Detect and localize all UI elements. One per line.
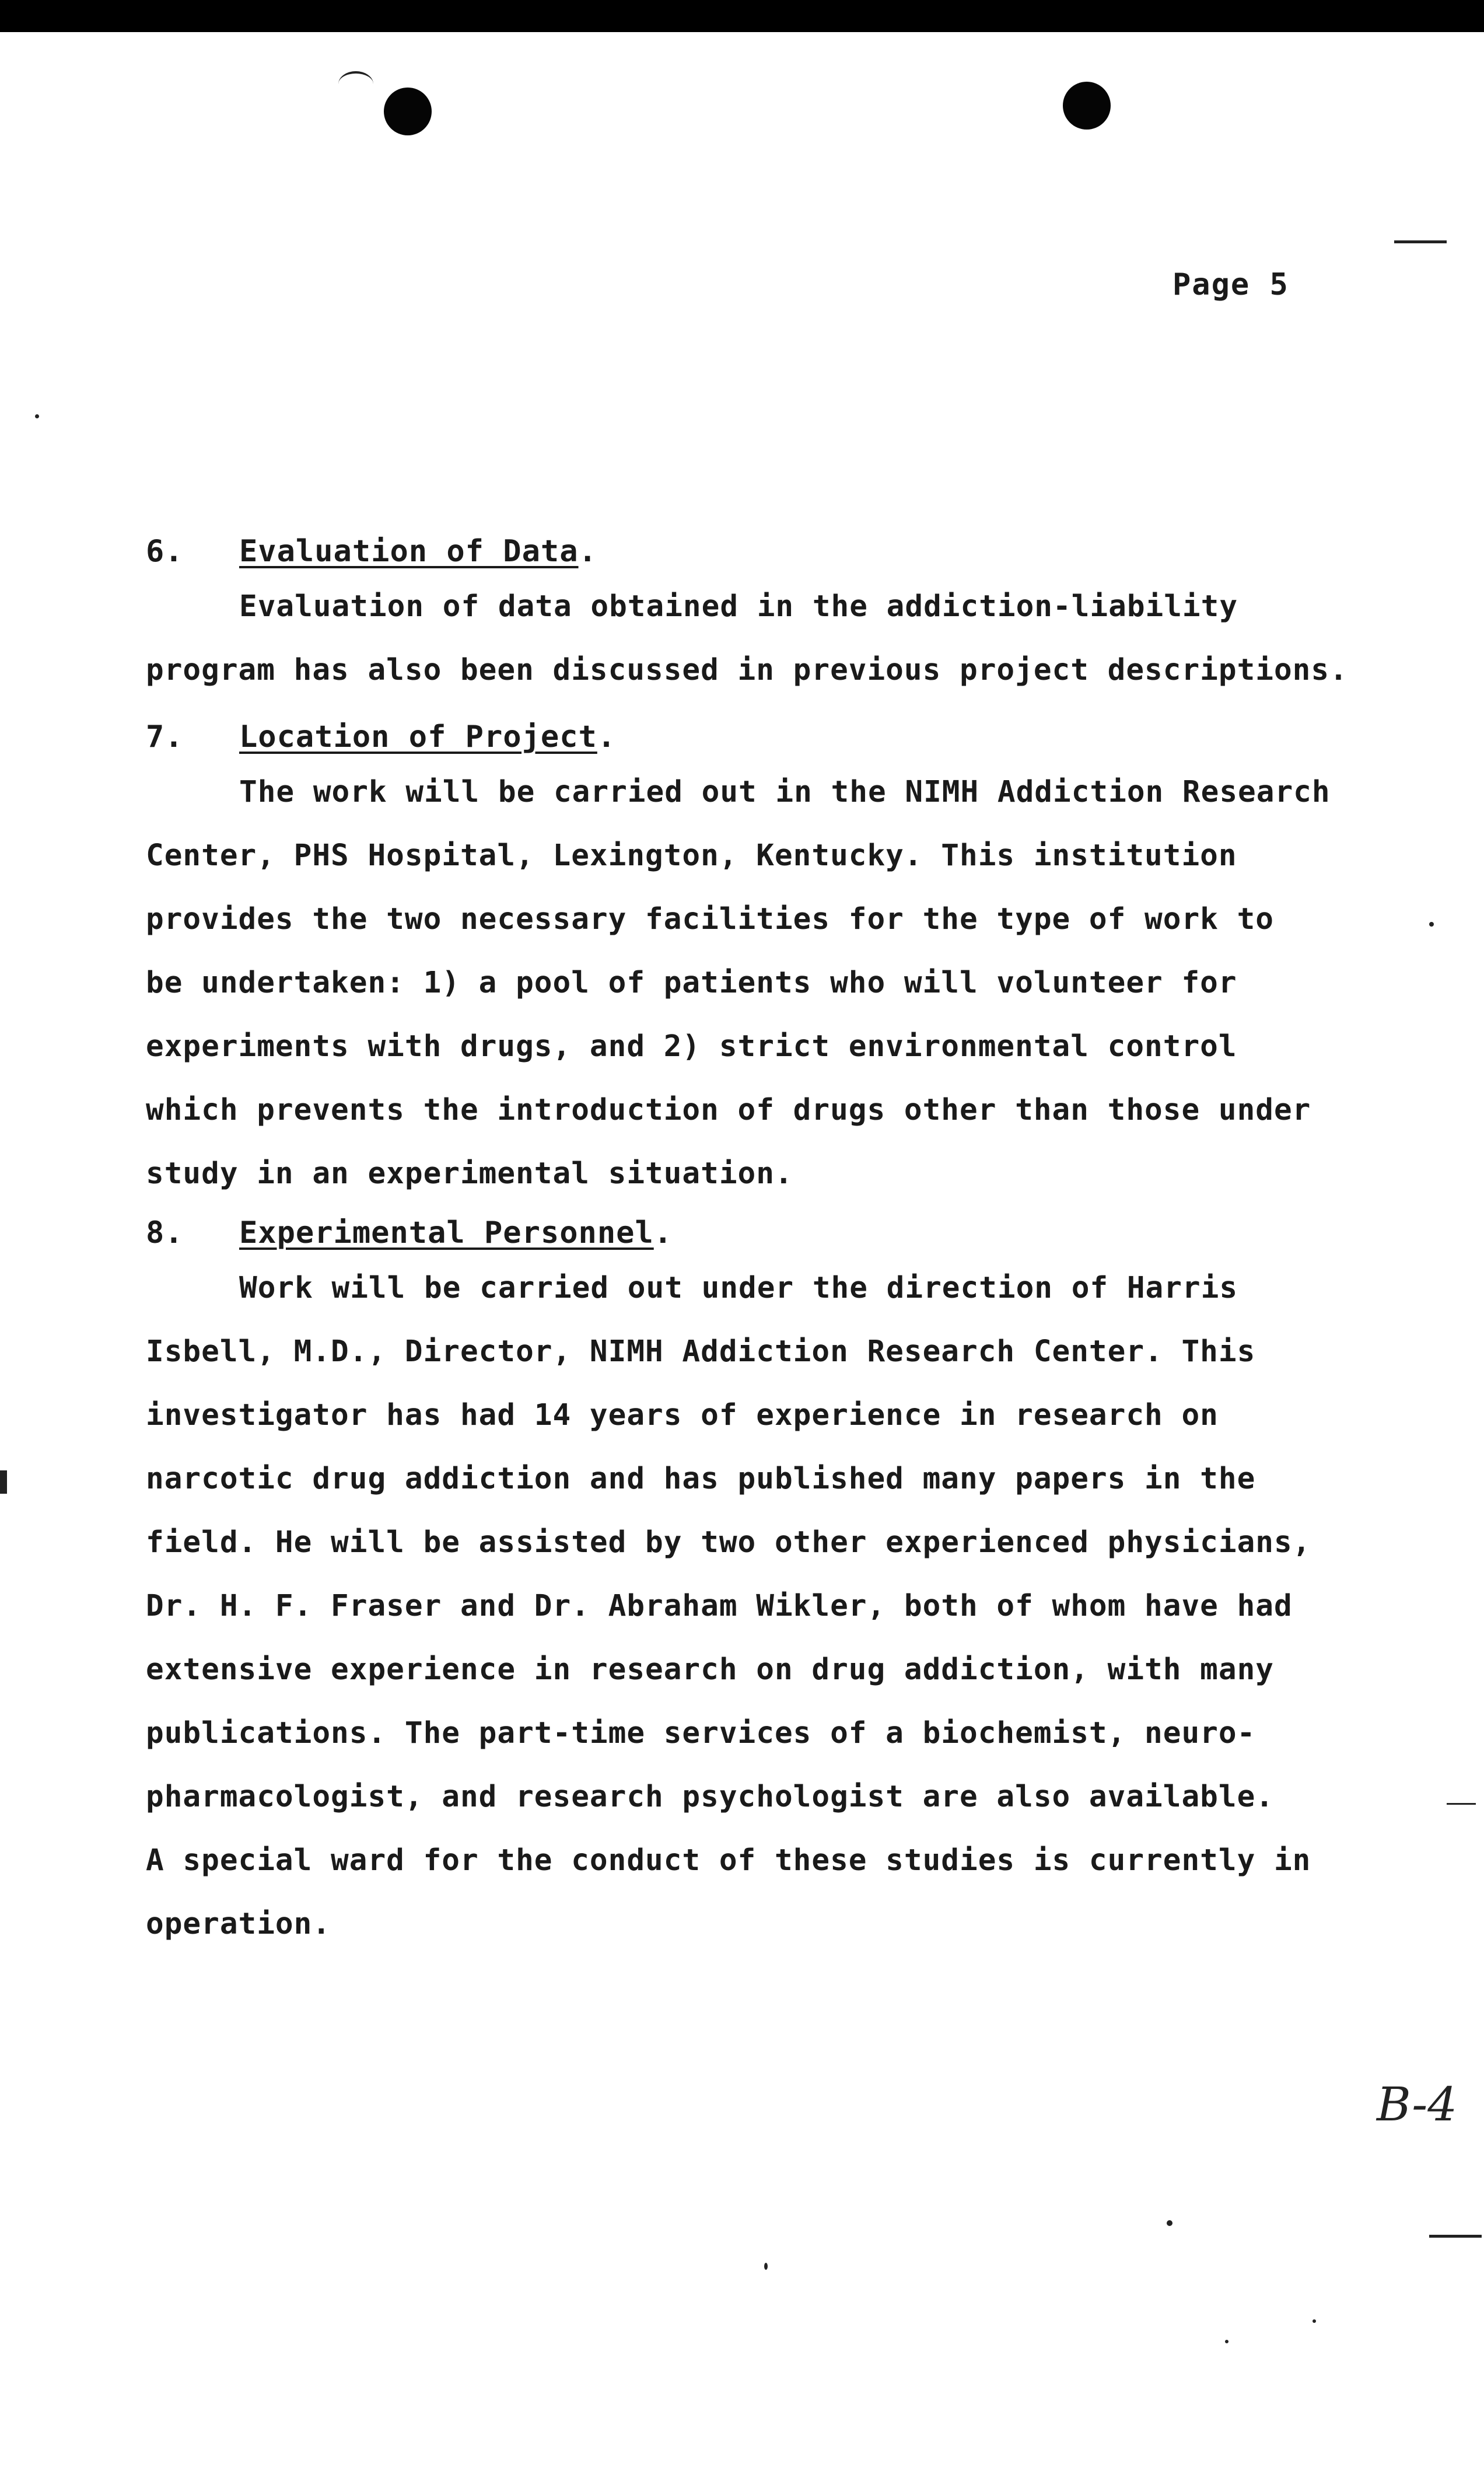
page-number: Page 5	[1172, 267, 1289, 302]
body-line: Dr. H. F. Fraser and Dr. Abraham Wikler, both of whom have had	[146, 1589, 1293, 1623]
section-number: 8.	[146, 1215, 184, 1250]
body-line: A special ward for the conduct of these studies is currently in	[146, 1843, 1311, 1878]
scan-dash-mark	[1394, 240, 1447, 243]
body-line: investigator has had 14 years of experience in research on	[146, 1398, 1219, 1432]
scan-arc-mark	[338, 71, 373, 97]
body-line: The work will be carried out in the NIMH Addiction Research	[239, 775, 1331, 809]
section-number: 7.	[146, 719, 184, 754]
binder-hole-left	[384, 88, 432, 135]
body-line: Center, PHS Hospital, Lexington, Kentucky. This institution	[146, 838, 1237, 873]
scan-dash-mark	[1429, 2235, 1482, 2238]
section-heading: 6. Evaluation of Data.	[146, 534, 597, 569]
binder-hole-right	[1063, 82, 1111, 130]
body-line: narcotic drug addiction and has published many papers in the	[146, 1462, 1256, 1496]
body-line: field. He will be assisted by two other experienced physicians,	[146, 1525, 1311, 1560]
section-body	[146, 575, 1400, 702]
scan-speck	[1429, 922, 1434, 927]
body-line: program has also been discussed in previous project descriptions.	[146, 653, 1348, 687]
section-experimental-personnel	[146, 1215, 1400, 1956]
body-line: publications. The part-time services of a biochemist, neuro-	[146, 1716, 1256, 1750]
section-evaluation-of-data	[146, 534, 1400, 702]
section-heading: 7. Location of Project.	[146, 719, 617, 754]
body-line: be undertaken: 1) a pool of patients who will volunteer for	[146, 966, 1237, 1000]
scan-speck	[35, 414, 39, 418]
body-line: which prevents the introduction of drugs other than those under	[146, 1093, 1311, 1127]
scan-speck	[1167, 2220, 1172, 2226]
body-line: experiments with drugs, and 2) strict environmental control	[146, 1029, 1237, 1064]
scan-top-border	[0, 0, 1484, 32]
scan-edge-mark	[0, 1470, 7, 1494]
section-title: Experimental Personnel	[239, 1215, 654, 1250]
scan-speck	[1312, 2319, 1316, 2323]
scan-speck	[764, 2263, 768, 2270]
body-line: extensive experience in research on drug addiction, with many	[146, 1652, 1274, 1687]
section-heading: 8. Experimental Personnel.	[146, 1215, 673, 1250]
body-line: provides the two necessary facilities for the type of work to	[146, 902, 1274, 937]
body-line: Work will be carried out under the direction of Harris	[239, 1271, 1238, 1305]
section-number: 6.	[146, 534, 184, 569]
body-line: operation.	[146, 1907, 331, 1941]
section-body	[146, 1256, 1400, 1956]
scan-dash-mark	[1447, 1803, 1476, 1805]
handwritten-archive-mark: B-4	[1377, 2077, 1458, 2131]
body-line: Isbell, M.D., Director, NIMH Addiction Research Center. This	[146, 1334, 1256, 1369]
section-location-of-project	[146, 719, 1400, 1205]
body-line: Evaluation of data obtained in the addiction-liability	[239, 589, 1238, 624]
section-body	[146, 760, 1400, 1205]
scan-speck	[1225, 2340, 1228, 2343]
section-title: Evaluation of Data	[239, 534, 579, 569]
body-line: study in an experimental situation.	[146, 1156, 793, 1191]
section-title: Location of Project	[239, 719, 597, 754]
body-line: pharmacologist, and research psychologist are also available.	[146, 1780, 1274, 1814]
